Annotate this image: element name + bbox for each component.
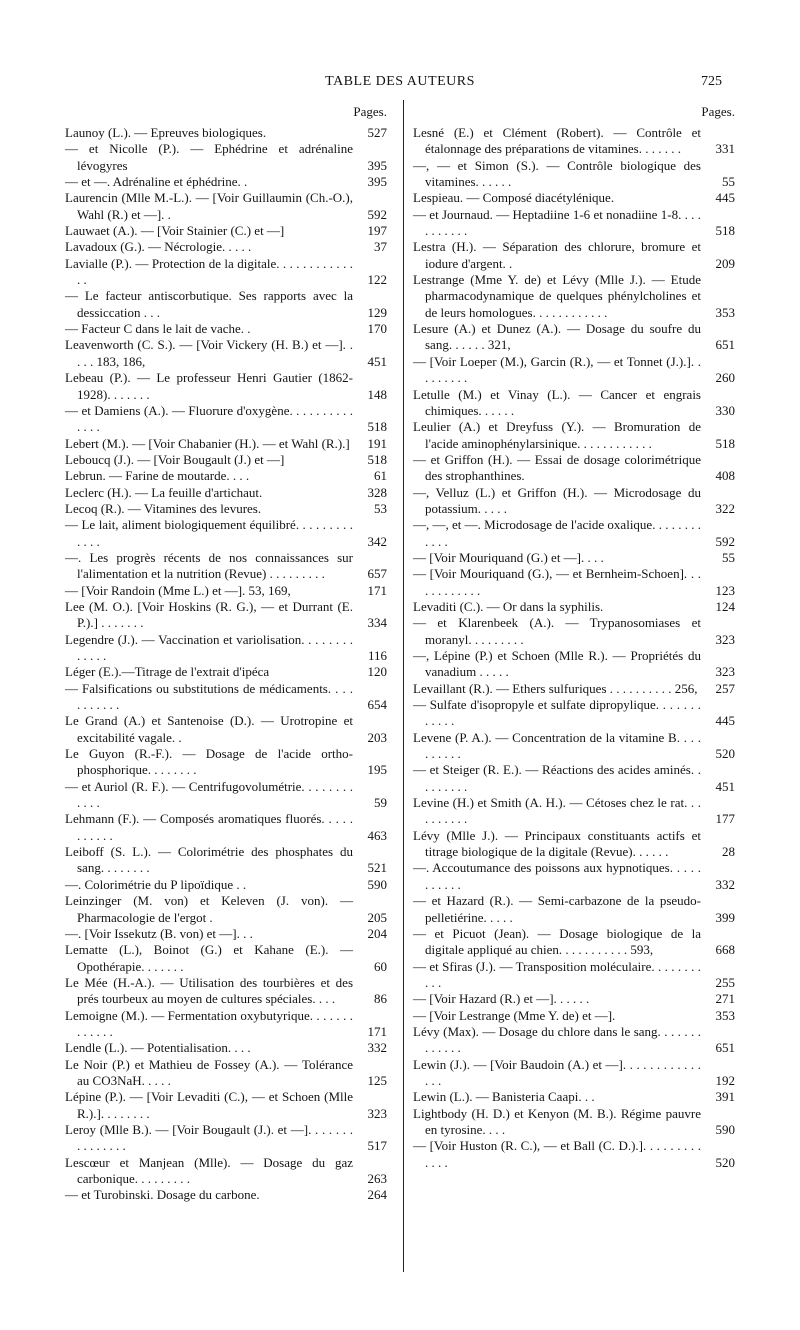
index-entry — [413, 926, 735, 959]
entry-text: Lematte (L.), Boinot (G.) et Kahane (E.). — Opothérapie. . . . . . . — [65, 942, 353, 974]
entry-text: — Sulfate d'isopropyle et sulfate dipropylique. . . . . . . . . . . . — [413, 697, 701, 729]
index-entry — [65, 1040, 387, 1056]
entry-text: Levaditi (C.). — Or dans la syphilis. — [413, 598, 604, 614]
index-entry — [65, 485, 387, 501]
entry-text: Lewin (J.). — [Voir Baudoin (A.) et —]. . . . . . . . . . . . . . . — [413, 1056, 701, 1088]
index-entry — [65, 321, 387, 337]
index-entry — [413, 452, 735, 485]
entry-list — [413, 125, 735, 1171]
index-entry — [65, 370, 387, 403]
index-entry — [65, 811, 387, 844]
entry-page-number: 255 — [715, 974, 735, 990]
entry-text: — [Voir Huston (R. C.), — et Ball (C. D.).]. . . . . . . . . . . . . — [413, 1138, 701, 1170]
entry-page-number: 518 — [715, 223, 735, 239]
entry-page-number: 332 — [367, 1040, 387, 1056]
index-entry — [65, 174, 387, 190]
entry-page-number: 657 — [367, 566, 387, 582]
index-entry — [413, 190, 735, 206]
entry-text: Lestrange (Mme Y. de) et Lévy (Mlle J.). — Etude pharmacodynamique de quelques phénylcholines et de leurs homologues. . . . . . . . . . . . — [413, 272, 701, 320]
index-entry — [65, 599, 387, 632]
entry-text: Levine (H.) et Smith (A. H.). — Cétoses chez le rat. . . . . . . . . . — [413, 795, 701, 827]
index-entry — [413, 860, 735, 893]
entry-page-number: 148 — [367, 386, 387, 402]
entry-text: — et Auriol (R. F.). — Centrifugovolumétrie. . . . . . . . . . . . — [65, 778, 353, 811]
entry-text: Le Mée (H.-A.). — Utilisation des tourbières et des prés tourbeux au moyen de cultures spéciales. . . . — [65, 974, 353, 1007]
entry-text: — [Voir Randoin (Mme L.) et —]. 53, 169, — [65, 582, 291, 598]
index-entry — [413, 517, 735, 550]
entry-text: —, Velluz (L.) et Griffon (H.). — Microdosage du potassium. . . . . — [413, 484, 701, 516]
pages-column-label: Pages. — [353, 104, 387, 119]
page-number: 725 — [701, 74, 722, 89]
entry-page-number: 197 — [367, 223, 387, 239]
entry-text: Leboucq (J.). — [Voir Bougault (J.) et —] — [65, 451, 285, 467]
entry-page-number: 399 — [715, 909, 735, 925]
entry-text: — et Picuot (Jean). — Dosage biologique de la digitale appliqué au chien. . . . . . . . . . . 593, — [413, 925, 701, 958]
entry-text: — et Griffon (H.). — Essai de dosage colorimétrique des strophanthines. — [413, 451, 701, 484]
entry-text: Lespieau. — Composé diacétylénique. — [413, 190, 615, 206]
entry-text: Le Noir (P.) et Mathieu de Fossey (A.). — Tolérance au CO3NaH. . . . . — [65, 1056, 353, 1088]
index-entry — [413, 730, 735, 763]
index-entry — [65, 403, 387, 436]
entry-text: Lebeau (P.). — Le professeur Henri Gautier (1862-1928). . . . . . . — [65, 370, 353, 402]
index-entry — [413, 795, 735, 828]
entry-page-number: 323 — [367, 1105, 387, 1121]
entry-page-number: 330 — [715, 402, 735, 418]
entry-text: — et Turobinski. Dosage du carbone. — [65, 1187, 260, 1203]
entry-text: Lightbody (H. D.) et Kenyon (M. B.). Régime pauvre en tyrosine. . . . — [413, 1105, 701, 1137]
entry-page-number: 654 — [367, 697, 387, 713]
index-entry — [65, 713, 387, 746]
entry-page-number: 271 — [715, 991, 735, 1007]
index-entry — [65, 501, 387, 517]
entry-text: Leiboff (S. L.). — Colorimétrie des phosphates du sang. . . . . . . . — [65, 844, 353, 876]
index-entry — [413, 239, 735, 272]
index-entry — [65, 893, 387, 926]
index-entry — [413, 681, 735, 697]
running-header-title: TABLE DES AUTEURS — [325, 74, 475, 89]
entry-page-number: 451 — [715, 778, 735, 794]
entry-page-number: 323 — [715, 631, 735, 647]
entry-page-number: 60 — [374, 958, 387, 974]
index-entry — [65, 746, 387, 779]
entry-text: Lesné (E.) et Clément (Robert). — Contrôle et étalonnage des préparations de vitamines. . . . . . . — [413, 125, 701, 157]
pages-column-label: Pages. — [701, 104, 735, 119]
entry-text: Legendre (J.). — Vaccination et variolisation. . . . . . . . . . . . . — [65, 631, 353, 663]
index-entry — [65, 779, 387, 812]
entry-page-number: 61 — [374, 468, 387, 484]
entry-text: — et Damiens (A.). — Fluorure d'oxygène. . . . . . . . . . . . . . — [65, 402, 353, 435]
entry-text: Lemoigne (M.). — Fermentation oxybutyrique. . . . . . . . . . . . . — [65, 1007, 353, 1039]
entry-text: Lescœur et Manjean (Mlle). — Dosage du gaz carbonique. . . . . . . . . — [65, 1154, 353, 1186]
index-entry — [65, 1008, 387, 1041]
entry-page-number: 28 — [722, 844, 735, 860]
index-entry — [65, 975, 387, 1008]
entry-text: Levaillant (R.). — Ethers sulfuriques . . . . . . . . . . 256, — [413, 680, 698, 696]
entry-page-number: 651 — [715, 337, 735, 353]
index-entry — [413, 697, 735, 730]
entry-text: Lebrun. — Farine de moutarde. . . . — [65, 468, 250, 484]
index-entry — [413, 321, 735, 354]
entry-text: Lesure (A.) et Dunez (A.). — Dosage du soufre du sang. . . . . . 321, — [413, 321, 701, 353]
index-entry — [65, 256, 387, 289]
entry-text: —, — et Simon (S.). — Contrôle biologique des vitamines. . . . . . — [413, 157, 701, 190]
index-entry — [413, 1089, 735, 1105]
entry-page-number: 651 — [715, 1040, 735, 1056]
entry-text: — et Hazard (R.). — Semi-carbazone de la pseudo-pelletiérine. . . . . — [413, 893, 701, 925]
index-entry — [413, 550, 735, 566]
index-entry — [65, 1155, 387, 1188]
entry-page-number: 129 — [367, 304, 387, 320]
index-entry — [413, 1138, 735, 1171]
index-entry — [65, 942, 387, 975]
index-entry — [413, 566, 735, 599]
entry-page-number: 332 — [715, 876, 735, 892]
entry-page-number: 123 — [715, 582, 735, 598]
index-entry — [65, 190, 387, 223]
entry-page-number: 323 — [715, 664, 735, 680]
entry-text: — [Voir Loeper (M.), Garcin (R.), — et Tonnet (J.).]. . . . . . . . . — [413, 353, 701, 386]
index-entry — [65, 681, 387, 714]
entry-page-number: 518 — [367, 419, 387, 435]
entry-page-number: 520 — [715, 746, 735, 762]
index-column-right — [413, 103, 735, 1171]
entry-text: — et Journaud. — Heptadiine 1-6 et nonadiine 1-8. . . . . . . . . . . — [413, 206, 701, 239]
entry-text: Le Guyon (R.-F.). — Dosage de l'acide ortho-phosphorique. . . . . . . . — [65, 746, 353, 778]
index-entry — [413, 615, 735, 648]
entry-page-number: 451 — [367, 353, 387, 369]
entry-text: Lendle (L.). — Potentialisation. . . . — [65, 1040, 251, 1056]
entry-text: —. [Voir Issekutz (B. von) et —]. . . — [65, 925, 253, 941]
entry-page-number: 592 — [367, 206, 387, 222]
entry-page-number: 517 — [367, 1138, 387, 1154]
entry-text: —, Lépine (P.) et Schoen (Mlle R.). — Propriétés du vanadium . . . . . — [413, 648, 701, 680]
entry-page-number: 177 — [715, 811, 735, 827]
entry-page-number: 120 — [367, 664, 387, 680]
index-entry — [413, 1024, 735, 1057]
index-entry — [413, 387, 735, 420]
entry-page-number: 408 — [715, 468, 735, 484]
entry-text: —. Les progrès récents de nos connaissances sur l'alimentation et la nutrition (Revue) . . . . . . . . . — [65, 549, 353, 582]
entry-text: Lestra (H.). — Séparation des chlorure, bromure et iodure d'argent. . — [413, 239, 701, 271]
entry-text: Lehmann (F.). — Composés aromatiques fluorés. . . . . . . . . . . — [65, 811, 353, 843]
entry-text: Lévy (Max). — Dosage du chlore dans le sang. . . . . . . . . . . . . — [413, 1023, 701, 1056]
entry-page-number: 668 — [715, 942, 735, 958]
index-entry — [413, 207, 735, 240]
entry-page-number: 518 — [715, 435, 735, 451]
entry-page-number: 263 — [367, 1171, 387, 1186]
entry-text: —, —, et —. Microdosage de l'acide oxalique. . . . . . . . . . . . — [413, 517, 701, 549]
entry-page-number: 391 — [715, 1089, 735, 1105]
entry-text: Léger (E.).—Titrage de l'extrait d'ipéca — [65, 664, 270, 680]
entry-text: — [Voir Lestrange (Mme Y. de) et —]. — [413, 1007, 616, 1023]
entry-text: — Le lait, aliment biologiquement équilibré. . . . . . . . . . . . . — [65, 517, 353, 549]
entry-text: — et Steiger (R. E.). — Réactions des acides aminés. . . . . . . . . — [413, 762, 701, 794]
index-entry — [413, 485, 735, 518]
index-entry — [413, 1008, 735, 1024]
entry-text: — Falsifications ou substitutions de médicaments. . . . . . . . . . . — [65, 680, 353, 713]
entry-page-number: 463 — [367, 827, 387, 843]
entry-page-number: 520 — [715, 1154, 735, 1170]
entry-page-number: 203 — [367, 729, 387, 745]
entry-page-number: 171 — [367, 1023, 387, 1039]
entry-page-number: 125 — [367, 1072, 387, 1088]
entry-text: Le Grand (A.) et Santenoise (D.). — Urotropine et excitabilité vagale. . — [65, 713, 353, 745]
column-divider — [403, 100, 404, 1272]
index-entry — [413, 158, 735, 191]
entry-text: Leclerc (H.). — La feuille d'artichaut. — [65, 484, 263, 500]
entry-page-number: 395 — [367, 174, 387, 190]
index-entry — [413, 828, 735, 861]
entry-page-number: 353 — [715, 304, 735, 320]
entry-text: — Le facteur antiscorbutique. Ses rapports avec la dessiccation . . . — [65, 288, 353, 320]
entry-text: Lewin (L.). — Banisteria Caapi. . . — [413, 1089, 595, 1105]
entry-page-number: 191 — [367, 435, 387, 451]
entry-page-number: 445 — [715, 713, 735, 729]
entry-page-number: 59 — [374, 795, 387, 811]
entry-text: — [Voir Hazard (R.) et —]. . . . . . — [413, 991, 590, 1007]
entry-page-number: 37 — [374, 239, 387, 255]
entry-text: Lecoq (R.). — Vitamines des levures. — [65, 500, 262, 516]
index-entry — [65, 436, 387, 452]
entry-text: Leinzinger (M. von) et Keleven (J. von). — Pharmacologie de l'ergot . — [65, 893, 353, 925]
entry-text: Leulier (A.) et Dreyfuss (Y.). — Bromuration de l'acide aminophénylarsinique. . . . . . . . . . . . — [413, 419, 701, 451]
entry-text: Levene (P. A.). — Concentration de la vitamine B. . . . . . . . . . — [413, 729, 701, 762]
index-entry — [65, 877, 387, 893]
index-entry — [65, 844, 387, 877]
index-entry — [65, 125, 387, 141]
entry-text: Lauwaet (A.). — [Voir Stainier (C.) et —] — [65, 223, 285, 239]
index-entry — [413, 599, 735, 615]
index-entry — [65, 223, 387, 239]
entry-list — [65, 125, 387, 1204]
entry-page-number: 53 — [374, 500, 387, 516]
index-entry — [65, 583, 387, 599]
entry-text: — et Klarenbeek (A.). — Trypanosomiases et moranyl. . . . . . . . . — [413, 615, 701, 647]
index-entry — [65, 1089, 387, 1122]
entry-page-number: 445 — [715, 190, 735, 206]
entry-page-number: 55 — [722, 549, 735, 565]
index-entry — [413, 762, 735, 795]
entry-page-number: 353 — [715, 1007, 735, 1023]
entry-text: — [Voir Mouriquand (G.) et —]. . . . — [413, 549, 604, 565]
index-entry — [413, 959, 735, 992]
entry-page-number: 170 — [367, 321, 387, 337]
entry-page-number: 331 — [715, 141, 735, 157]
entry-page-number: 328 — [367, 484, 387, 500]
entry-page-number: 209 — [715, 255, 735, 271]
entry-page-number: 527 — [367, 125, 387, 140]
index-entry — [413, 1106, 735, 1139]
entry-page-number: 592 — [715, 533, 735, 549]
entry-page-number: 195 — [367, 762, 387, 778]
index-entry — [65, 1122, 387, 1155]
entry-page-number: 395 — [367, 157, 387, 173]
index-entry — [413, 354, 735, 387]
entry-text: Lavadoux (G.). — Nécrologie. . . . . — [65, 239, 252, 255]
entry-text: Lavialle (P.). — Protection de la digitale. . . . . . . . . . . . . . — [65, 255, 353, 288]
entry-page-number: 171 — [367, 582, 387, 598]
index-entry — [65, 141, 387, 174]
entry-text: Launoy (L.). — Epreuves biologiques. — [65, 125, 267, 140]
index-entry — [413, 419, 735, 452]
entry-page-number: 260 — [715, 370, 735, 386]
index-entry — [413, 893, 735, 926]
entry-text: —. Accoutumance des poissons aux hypnotiques. . . . . . . . . . . — [413, 860, 701, 892]
index-entry — [413, 1057, 735, 1090]
index-entry — [65, 337, 387, 370]
entry-page-number: 86 — [374, 991, 387, 1007]
entry-page-number: 264 — [367, 1187, 387, 1203]
entry-text: — [Voir Mouriquand (G.), — et Bernheim-Schoen]. . . . . . . . . . . . — [413, 566, 701, 598]
index-entry — [65, 239, 387, 255]
entry-text: Lebert (M.). — [Voir Chabanier (H.). — et Wahl (R.).] — [65, 435, 350, 451]
entry-page-number: 192 — [715, 1072, 735, 1088]
entry-page-number: 590 — [715, 1121, 735, 1137]
entry-page-number: 55 — [722, 174, 735, 190]
entry-text: Lépine (P.). — [Voir Levaditi (C.), — et Schoen (Mlle R.).]. . . . . . . . — [65, 1089, 353, 1121]
entry-page-number: 322 — [715, 500, 735, 516]
entry-page-number: 521 — [367, 860, 387, 876]
entry-text: Lévy (Mlle J.). — Principaux constituants actifs et titrage biologique de la digitale (Revue). . . . . . — [413, 827, 701, 860]
index-entry — [65, 550, 387, 583]
index-entry — [65, 288, 387, 321]
index-entry — [413, 272, 735, 321]
entry-text: — et Nicolle (P.). — Ephédrine et adrénaline lévogyres — [65, 141, 353, 173]
entry-page-number: 518 — [367, 451, 387, 467]
index-entry — [413, 991, 735, 1007]
entry-text: Laurencin (Mlle M.-L.). — [Voir Guillaumin (Ch.-O.), Wahl (R.) et —]. . — [65, 190, 353, 222]
entry-page-number: 116 — [367, 648, 387, 663]
entry-text: —. Colorimétrie du P lipoïdique . . — [65, 876, 247, 892]
index-entry — [65, 1057, 387, 1090]
entry-text: — et —. Adrénaline et éphédrine. . — [65, 174, 248, 190]
entry-page-number: 590 — [367, 876, 387, 892]
entry-page-number: 342 — [367, 533, 387, 549]
entry-text: Lee (M. O.). [Voir Hoskins (R. G.), — et Durrant (E. P.).] . . . . . . . — [65, 598, 353, 631]
index-entry — [413, 648, 735, 681]
entry-text: — et Sfiras (J.). — Transposition moléculaire. . . . . . . . . . . — [413, 958, 701, 990]
index-entry — [65, 517, 387, 550]
index-entry — [413, 125, 735, 158]
entry-text: Leroy (Mlle B.). — [Voir Bougault (J.). et —]. . . . . . . . . . . . . . . — [65, 1121, 353, 1154]
entry-text: Letulle (M.) et Vinay (L.). — Cancer et engrais chimiques. . . . . . — [413, 386, 701, 418]
entry-text: — Facteur C dans le lait de vache. . — [65, 321, 251, 337]
entry-page-number: 205 — [367, 909, 387, 925]
index-entry — [65, 1187, 387, 1203]
entry-page-number: 204 — [367, 925, 387, 941]
entry-page-number: 124 — [715, 598, 735, 614]
index-column-left — [65, 103, 387, 1204]
entry-text: Leavenworth (C. S.). — [Voir Vickery (H. B.) et —]. . . . . 183, 186, — [65, 337, 353, 369]
index-entry — [65, 632, 387, 665]
entry-page-number: 334 — [367, 615, 387, 631]
index-entry — [65, 468, 387, 484]
index-entry — [65, 926, 387, 942]
entry-page-number: 257 — [715, 680, 735, 696]
index-entry — [65, 452, 387, 468]
index-entry — [65, 664, 387, 680]
entry-page-number: 122 — [367, 272, 387, 288]
